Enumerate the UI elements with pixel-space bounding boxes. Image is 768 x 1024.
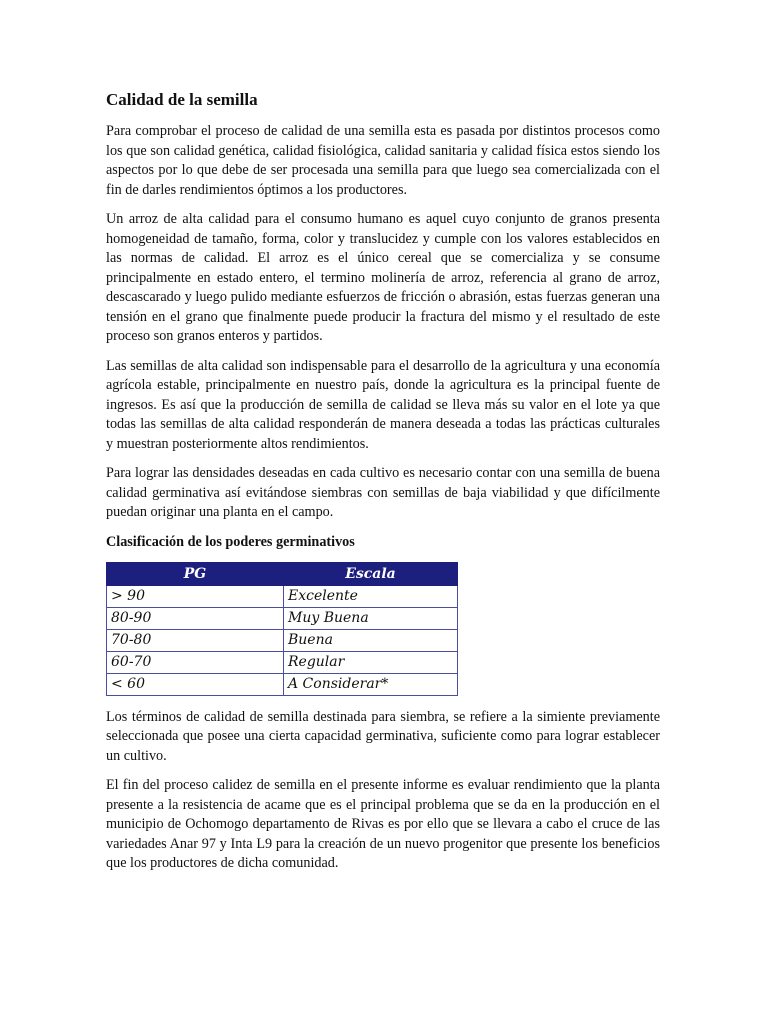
table-row [107,607,458,629]
escala-cell: Muy Buena [284,607,458,629]
paragraph-4: Para lograr las densidades deseadas en cada cultivo es necesario contar con una semilla de buena calidad germinativa así evitándose siembras con semillas de baja viabilidad y que difícilmente puedan originar una planta en el campo. [106,465,660,520]
table-row [107,673,458,695]
table-row [107,629,458,651]
table-row [107,585,458,607]
pg-cell: > 90 [107,585,284,607]
document-page [106,88,660,884]
column-header-pg: PG [107,562,284,585]
escala-cell: Buena [284,629,458,651]
germination-table-wrapper [106,562,458,696]
column-header-escala: Escala [284,562,458,585]
paragraph-2: Un arroz de alta calidad para el consumo humano es aquel cuyo conjunto de granos presenta homogeneidad de tamaño, forma, color y translucidez y cumple con los valores establecidos en las normas de calidad. El arroz es el único cereal que se comercializa y se consume principalmente en estado entero, el termino molinería de arroz, referencia al grano de arroz, descascarado y luego pulido mediante esfuerzos de fricción o abrasión, estas fuerzas generan una tensión en el grano que finalmente puede producir la fractura del mismo y el resultado de este proceso son granos enteros y partidos. [106,211,660,344]
paragraph-6: El fin del proceso calidez de semilla en el presente informe es evaluar rendimiento que la planta presente a la resistencia de acame que es el principal problema que se da en la producción en el municipio de Ochomogo departamento de Rivas es por ello que se llevara a cabo el cruce de las variedades Anar 97 y Inta L9 para la creación de un nuevo progenitor que presente los beneficios que los productores de dicha comunidad. [106,777,660,871]
table-heading: Clasificación de los poderes germinativos [106,533,355,550]
paragraph-1: Para comprobar el proceso de calidad de una semilla esta es pasada por distintos procesos como los que son calidad genética, calidad fisiológica, calidad sanitaria y calidad física estos siendo los aspectos por lo que debe de ser procesada una semilla para que luego sea comercializada con el fin de darles rendimientos óptimos a los productores. [106,123,660,198]
table-header-row [107,562,458,585]
pg-cell: 60-70 [107,651,284,673]
paragraph-3: Las semillas de alta calidad son indispensable para el desarrollo de la agricultura y una economía agrícola estable, principalmente en nuestro país, donde la agricultura es la principal fuente de ingresos. Es así que la producción de semilla de calidad se lleva más su valor en el lote ya que todas las semillas de alta calidad responderán de manera deseada a todas las prácticas culturales y muestran posteriormente altos rendimientos. [106,357,660,452]
escala-cell: A Considerar* [284,673,458,695]
pg-cell: 70-80 [107,629,284,651]
pg-cell: < 60 [107,673,284,695]
germination-table [106,562,458,696]
escala-cell: Excelente [284,585,458,607]
table-row [107,651,458,673]
escala-cell: Regular [284,651,458,673]
paragraph-5: Los términos de calidad de semilla destinada para siembra, se refiere a la simiente previamente seleccionada que posee una cierta capacidad germinativa, suficiente como para lograr establecer un cultivo. [106,708,660,764]
document-title: Calidad de la semilla [106,90,258,109]
pg-cell: 80-90 [107,607,284,629]
